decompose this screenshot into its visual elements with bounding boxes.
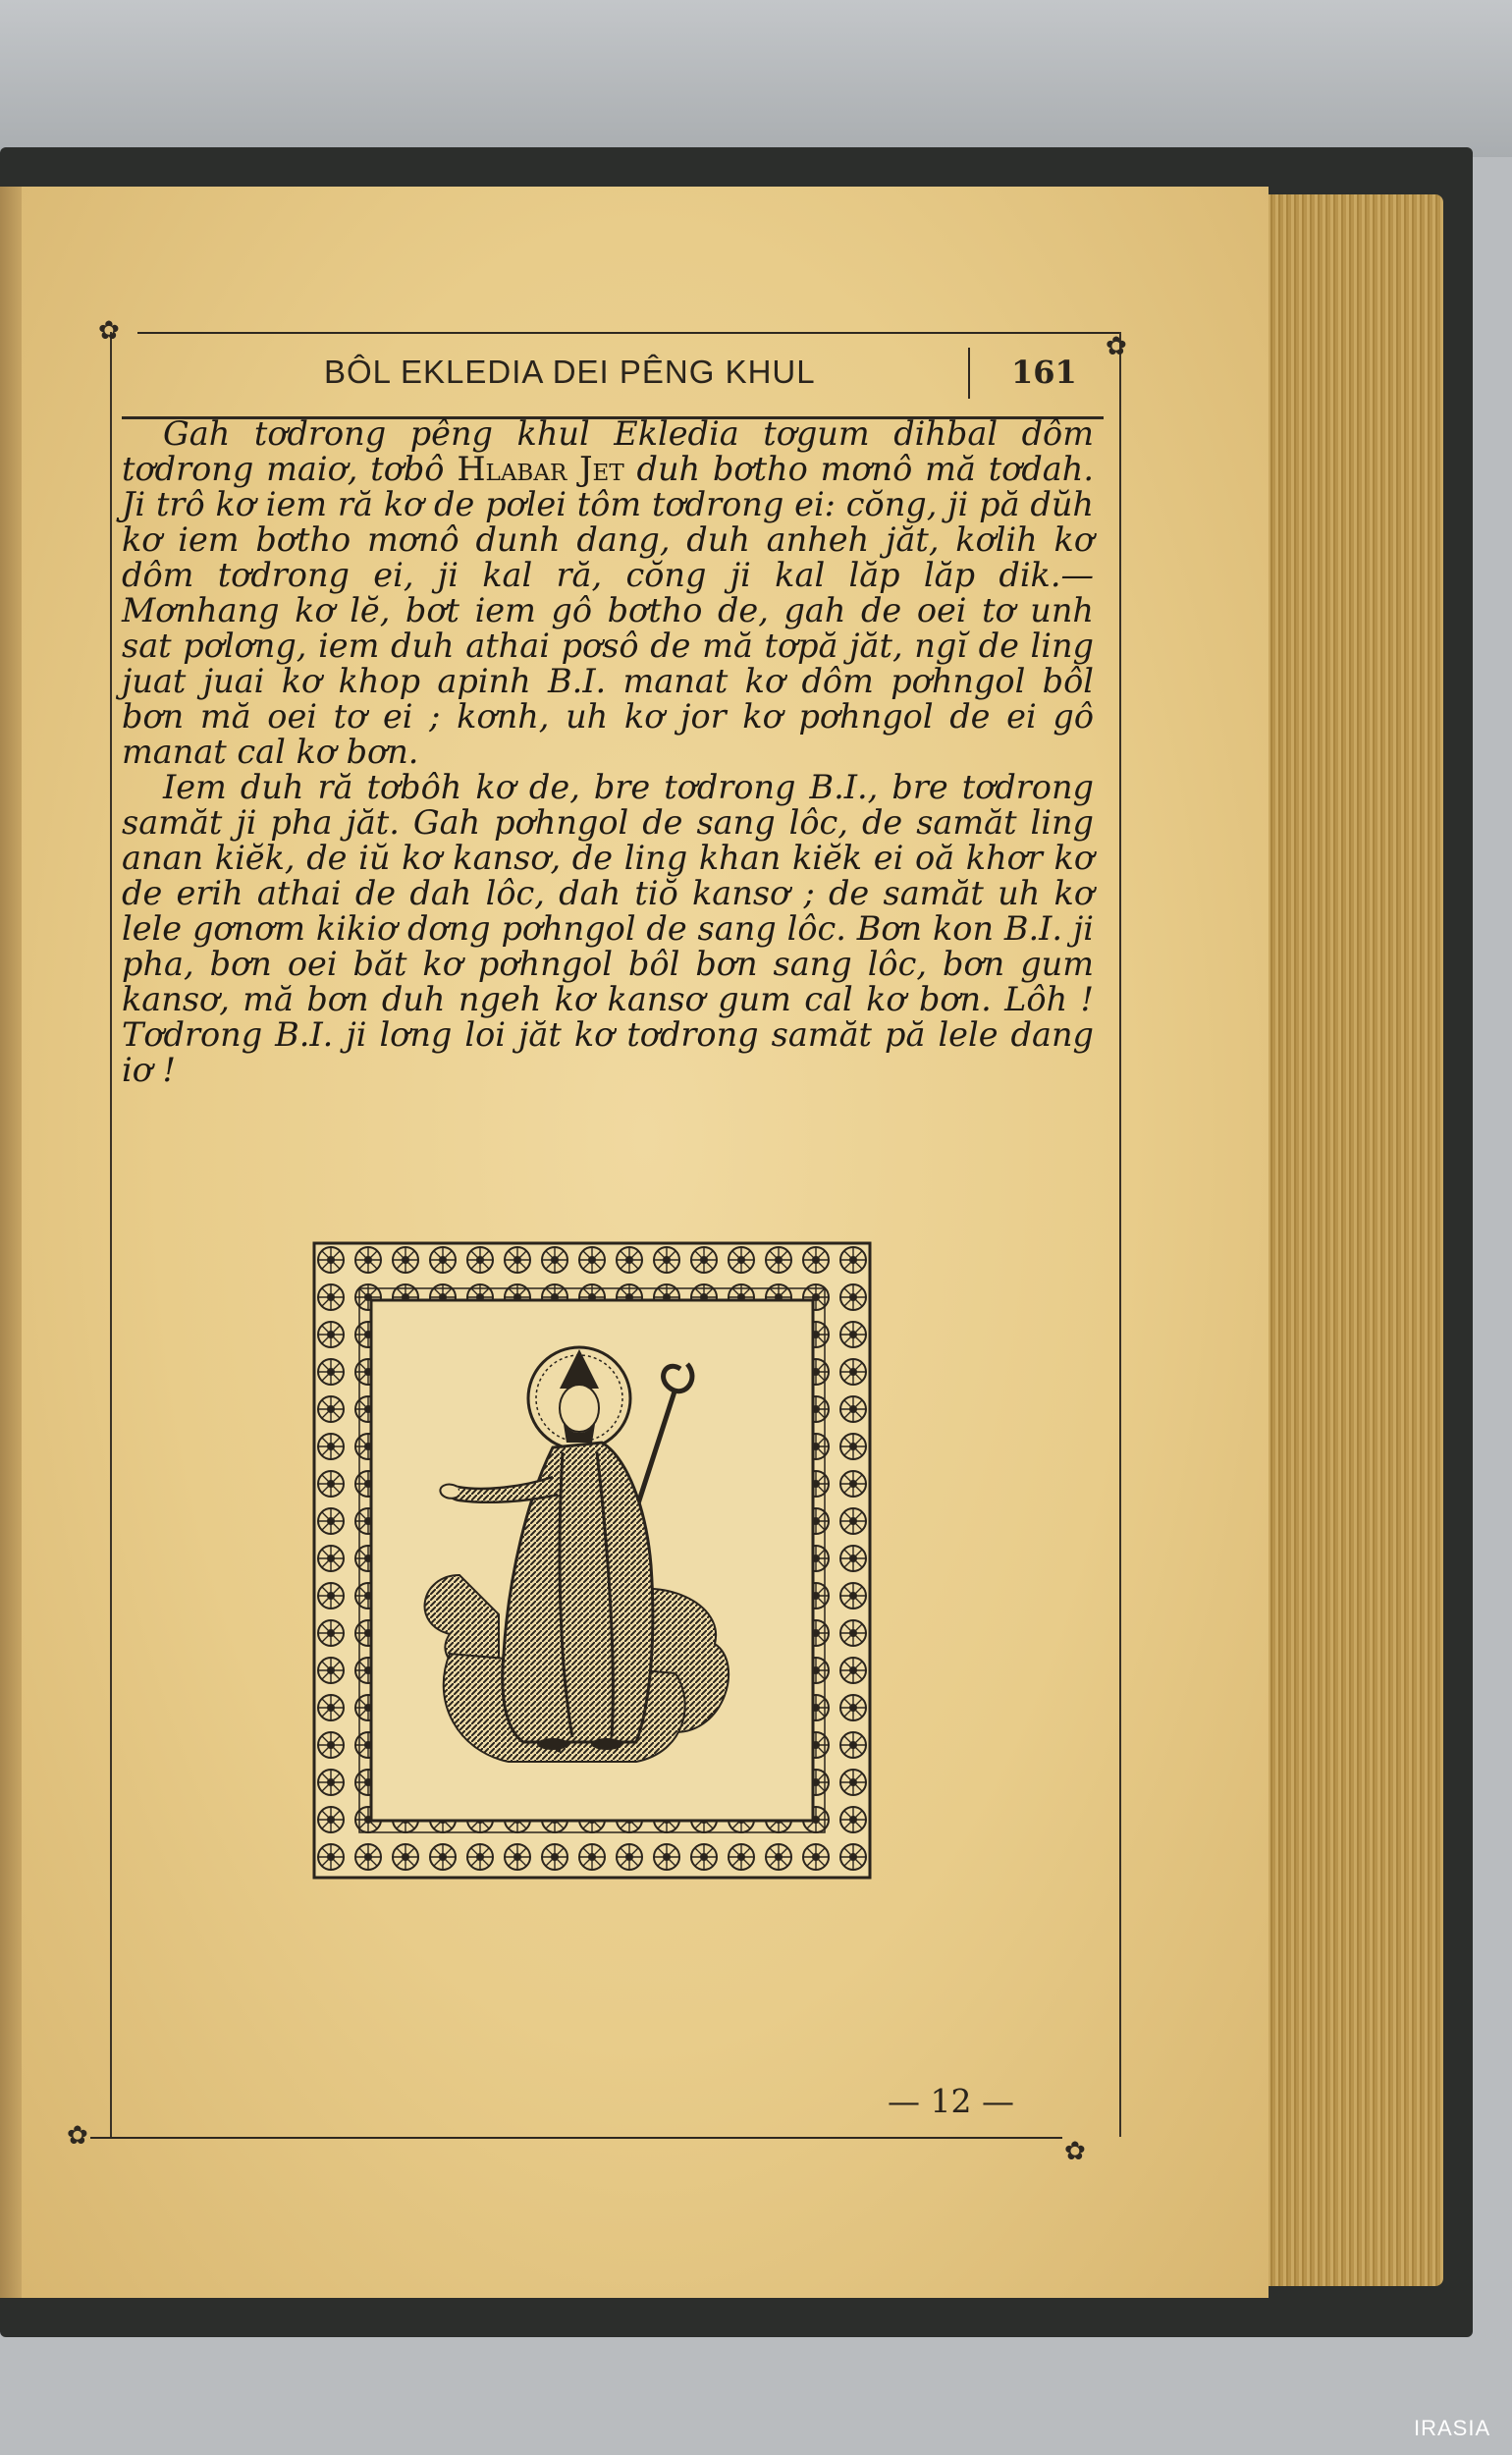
watermark: IRASIA	[1414, 2416, 1491, 2440]
paragraph-1	[122, 416, 1094, 770]
fleuron-icon: ✿	[1064, 2137, 1086, 2166]
body-text	[122, 416, 1094, 1088]
saint-engraving-plate	[312, 1241, 872, 1880]
paragraph-2: Iem duh ră tơbôh kơ de, bre tơdrong B.I., bre tơdrong samăt ji pha jăt. Gah pơhngol de sang lôc, de samăt ling anan kiĕk, de iŭ kơ kansơ, de ling khan kiĕk ei oă khơr kơ de erih athai de dah lôc, dah tiŏ kansơ ; de samăt uh kơ lele gơnơm kikiơ dơng pơhngol de sang lôc. Bơn kon B.I. ji pha, bơn oei băt kơ pơhngol bôl bơn sang lôc, bơn gum kansơ, mă bơn duh ngeh kơ kansơ gum cal kơ bơn. Lôh ! Tơdrong B.I. ji lơng loi jăt kơ tơdrong samăt pă lele dang iơ !	[122, 768, 1094, 1089]
fleuron-icon: ✿	[98, 316, 120, 346]
running-title: BÔL EKLEDIA DEI PÊNG KHUL	[324, 354, 816, 390]
bottom-rule	[90, 2137, 1062, 2139]
signature-mark: — 12 —	[888, 2082, 1014, 2120]
page-edges	[1257, 194, 1443, 2286]
saint-bishop-engraving	[312, 1241, 872, 1880]
name-small-caps: Hlabar Jet	[457, 450, 624, 488]
header-separator	[968, 348, 970, 399]
background-top	[0, 0, 1512, 157]
fleuron-icon: ✿	[1106, 332, 1127, 361]
page-number: 161	[1011, 354, 1077, 391]
paragraph-1-part-b: duh bơtho mơnô mă tơdah. Ji trô kơ iem ră kơ de pơlei tôm tơdrong ei: cŏng, ji pă dŭh kơ iem bơtho mơnô dunh dang, duh anheh jăt, kơlih kơ dôm tơdrong ei, ji kal ră, cŏng ji kal lăp lăp dik.—Mơnhang kơ lĕ, bơt iem gô bơtho de, gah de oei tơ unh sat pơlơng, iem duh athai pơsô de mă tơpă jăt, ngĭ de ling juat juai kơ khop apinh B.I. manat kơ dôm pơhngol bôl bơn mă oei tơ ei ; kơnh, uh kơ jor kơ pơhngol de ei gô manat cal kơ bơn.	[122, 450, 1094, 771]
paragraph-1-part-a: Gah tơdrong pêng khul Ekledia tơgum dihbal dôm tơdrong maiơ, tơbô	[122, 414, 1094, 488]
fleuron-icon: ✿	[67, 2121, 88, 2151]
running-header	[118, 354, 1109, 412]
